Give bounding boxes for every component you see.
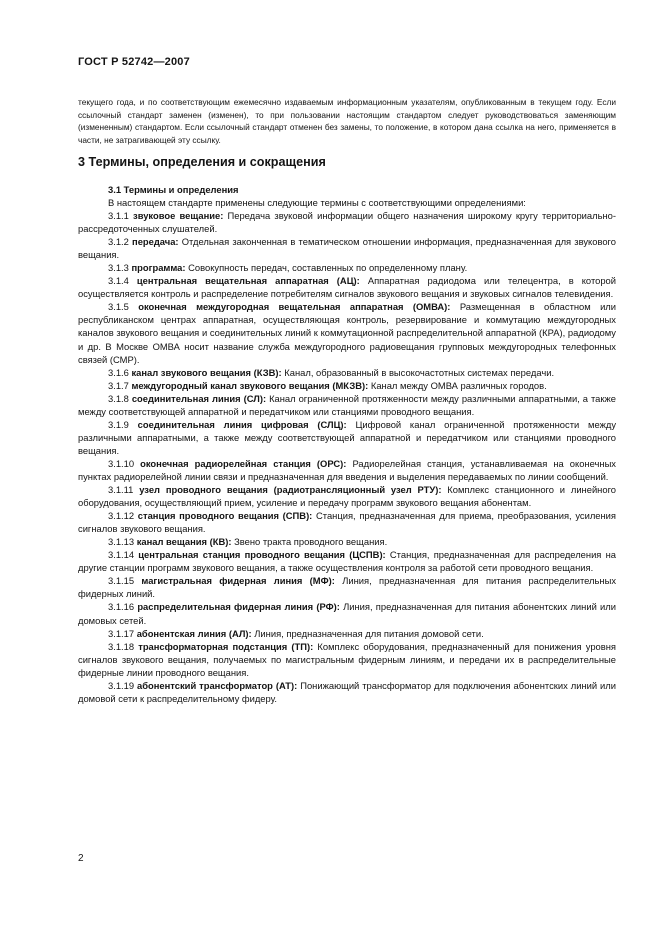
definition-text: Комплекс станционного и линейного оборудования, осуществляющий прием, усиление и передачу программ звукового вещания абонентам. (78, 484, 616, 509)
page-number: 2 (78, 853, 84, 864)
definition-text: Аппаратная радиодома или телецентра, в которой осуществляется контроль и распределение потребителям сигналов звукового вещания и звуковых сигналов телевидения. (78, 275, 617, 300)
definition-number: 3.1.6 (108, 366, 129, 378)
section-title: 3 Термины, определения и сокращения (78, 155, 326, 169)
definitions-list (78, 209, 616, 705)
definition-item (78, 366, 616, 379)
definition-term: центральная станция проводного вещания (ЦСПВ): (138, 549, 386, 561)
definition-term: канал звукового вещания (КЗВ): (131, 366, 282, 378)
definition-number: 3.1.3 (108, 262, 129, 274)
definition-item (78, 483, 616, 509)
definition-term: узел проводного вещания (радиотрансляционный узел РТУ): (139, 484, 442, 496)
definition-term: трансформаторная подстанция (ТП): (138, 640, 314, 652)
definition-number: 3.1.5 (108, 301, 129, 313)
definition-number: 3.1.10 (108, 457, 135, 469)
definition-number: 3.1.18 (108, 640, 135, 652)
definition-term: оконечная радиорелейная станция (ОРС): (140, 457, 347, 469)
definition-item (78, 509, 616, 535)
definition-text: Передача звуковой информации общего назначения широкому кругу территориально-рассредоточенных слушателей. (78, 210, 616, 235)
definition-term: звуковое вещание: (133, 210, 224, 222)
definition-term: соединительная линия (СЛ): (131, 392, 267, 404)
definition-number: 3.1.15 (108, 575, 135, 587)
definition-item (78, 418, 616, 457)
subsection-title: 3.1 Термины и определения (108, 184, 239, 195)
definition-term: междугородный канал звукового вещания (МКЗВ): (131, 379, 369, 391)
definition-term: канал вещания (КВ): (136, 536, 232, 548)
definition-text: Понижающий трансформатор для подключения абонентских линий или домовой сети к распределительному фидеру. (78, 679, 616, 704)
definition-number: 3.1.19 (108, 679, 135, 691)
definition-text: Комплекс оборудования, предназначенный для понижения уровня сигналов звукового вещания, получаемых по магистральным фидерным линиям, и передачи их в распределительные фидерные линии проводного вещания. (78, 640, 616, 678)
definition-item (78, 600, 616, 626)
definition-item (78, 261, 616, 274)
definition-term: магистральная фидерная линия (МФ): (141, 575, 335, 587)
definition-text: Линия, предназначенная для питания распределительных фидерных линий. (78, 575, 617, 600)
definition-term: соединительная линия цифровая (СЛЦ): (137, 418, 347, 430)
definition-item (78, 548, 616, 574)
definition-text: Станция, предназначенная для распределения на другие станции программ звукового вещания, а также осуществления контроля за работой сети проводного вещания. (78, 549, 616, 574)
definition-term: станция проводного вещания (СПВ): (137, 510, 313, 522)
definition-item (78, 457, 616, 483)
definition-term: распределительная фидерная линия (РФ): (137, 601, 340, 613)
definition-term: оконечная междугородная вещательная аппаратная (ОМВА): (138, 301, 451, 313)
definition-item (78, 379, 616, 392)
definition-item (78, 535, 616, 548)
definition-text: Цифровой канал ограниченной протяженности между различными аппаратными, а также между соответствующей аппаратной и передатчиком или станциями проводного вещания. (78, 418, 617, 456)
definition-number: 3.1.8 (108, 392, 129, 404)
definition-number: 3.1.4 (108, 275, 129, 287)
definition-text: Станция, предназначенная для приема, преобразования, усиления сигналов звукового вещания. (78, 510, 616, 535)
definition-text: Линия, предназначенная для питания абонентских линий или домовых сетей. (78, 601, 616, 626)
definition-number: 3.1.16 (108, 601, 135, 613)
definition-item (78, 392, 616, 418)
definition-item (78, 627, 616, 640)
definition-number: 3.1.1 (108, 210, 129, 222)
definition-term: программа: (131, 262, 186, 274)
definition-item (78, 679, 616, 705)
definition-text: Размещенная в областном или республиканском центрах аппаратная, осуществляющая контроль, резервирование и коммутацию междугородных каналов звукового вещания и соединительных линий к коммутационной распределительной аппаратной (КРА), радиодому и др. В Москве ОМВА носит название служба междугородного радиовещания групповых междугородных телефонных связей (СМР). (78, 301, 617, 365)
definition-number: 3.1.14 (108, 549, 135, 561)
definition-number: 3.1.7 (108, 379, 129, 391)
definition-text: Звено тракта проводного вещания. (234, 536, 388, 548)
definition-number: 3.1.12 (108, 510, 135, 522)
definition-text: Линия, предназначенная для питания домовой сети. (254, 627, 484, 639)
definition-number: 3.1.17 (108, 627, 135, 639)
definition-item (78, 209, 616, 235)
lead-paragraph: В настоящем стандарте применены следующие термины с соответствующими определениями: (108, 197, 526, 208)
document-code-header: ГОСТ Р 52742—2007 (78, 56, 190, 68)
intro-paragraph: текущего года, и по соответствующим ежемесячно издаваемым информационным указателям, опубликованным в текущем году. Если ссылочный стандарт заменен (изменен), то при пользовании настоящим стандартом следует руководствоваться заменяющим (измененным) стандартом. Если ссылочный стандарт отменен без замены, то положение, в котором дана ссылка на него, применяется в части, не затрагивающей эту ссылку. (78, 97, 616, 145)
definition-text: Отдельная законченная в тематическом отношении информация, предназначенная для звукового вещания. (78, 236, 616, 261)
definition-item (78, 640, 616, 679)
definition-item (78, 274, 616, 300)
definition-item (78, 235, 616, 261)
definition-number: 3.1.13 (108, 536, 135, 548)
definition-text: Радиорелейная станция, устанавливаемая на оконечных пунктах радиорелейной линии связи и предназначенная для введения и выделения передаваемых по линии сообщений. (78, 457, 616, 482)
definition-term: центральная вещательная аппаратная (АЦ): (136, 275, 360, 287)
definition-term: абонентский трансформатор (АТ): (137, 679, 298, 691)
definition-text: Канал между ОМВА различных городов. (370, 379, 547, 391)
definition-number: 3.1.9 (108, 418, 129, 430)
definition-item (78, 300, 616, 365)
definition-term: абонентская линия (АЛ): (136, 627, 252, 639)
definition-item (78, 574, 616, 600)
definitions-body (78, 196, 616, 705)
definition-number: 3.1.2 (108, 236, 129, 248)
definition-text: Канал, образованный в высокочастотных системах передачи. (284, 366, 555, 378)
definition-number: 3.1.11 (108, 484, 134, 496)
definition-term: передача: (132, 236, 179, 248)
definition-text: Канал ограниченной протяженности между различными аппаратными, а также между соответствующей аппаратной и передатчиком или станциями проводного вещания. (78, 392, 616, 417)
definition-text: Совокупность передач, составленных по определенному плану. (188, 262, 468, 274)
